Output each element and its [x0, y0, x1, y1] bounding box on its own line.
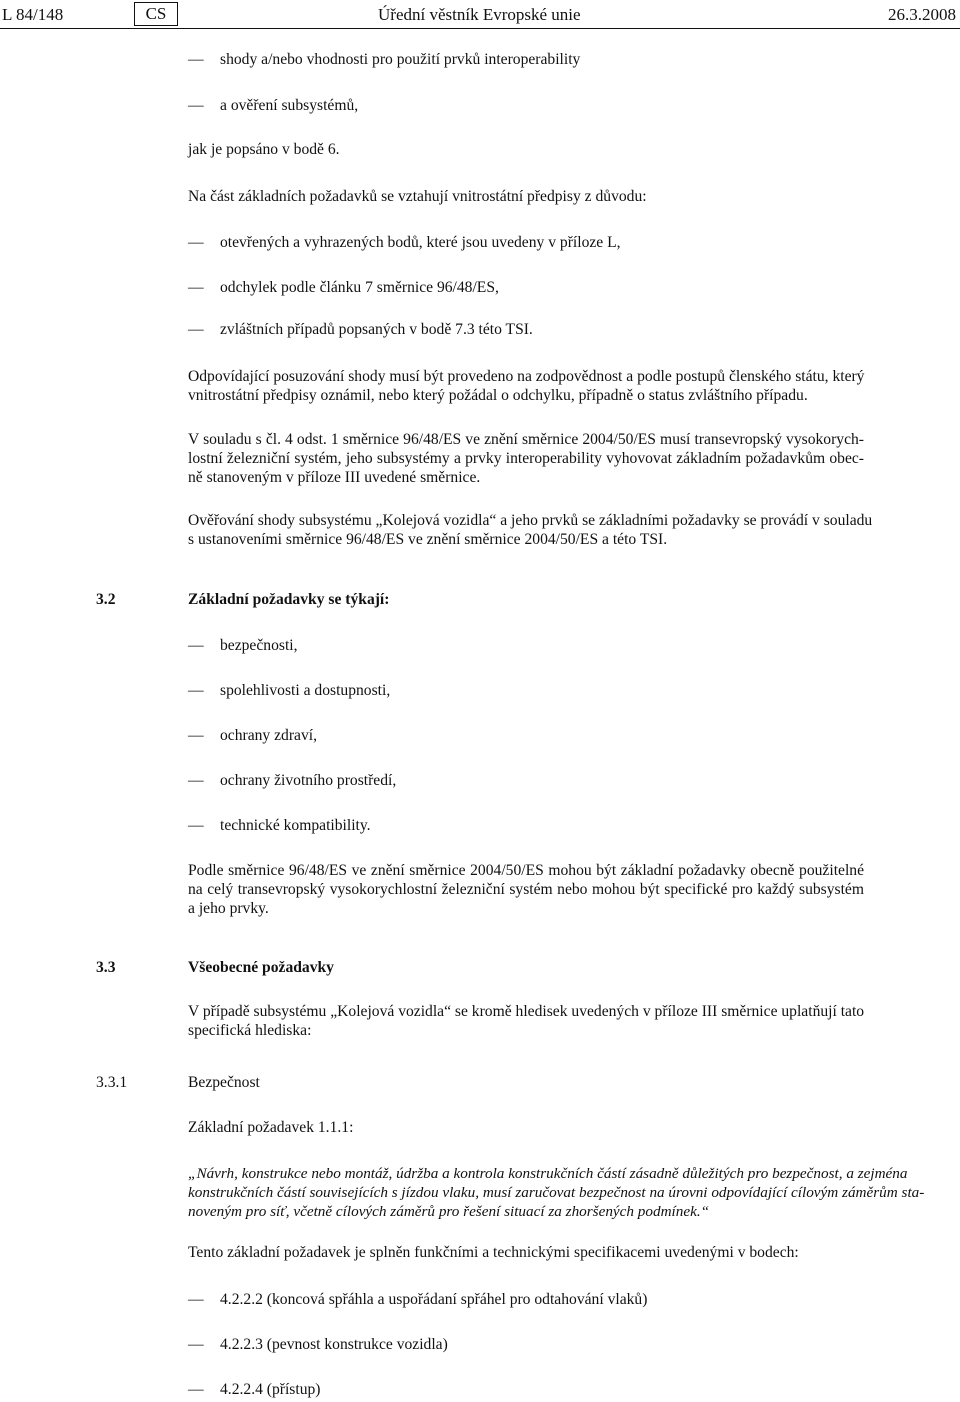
paragraph-verification	[188, 511, 873, 549]
list-item: — ochrany zdraví,	[188, 726, 317, 745]
list-item: — odchylek podle článku 7 směrnice 96/48/ES,	[188, 278, 499, 297]
page-header	[0, 0, 960, 28]
text-line: vnitrostátní předpisy oznámil, nebo který požádal o odchylku, případně o status zvláštního případu.	[188, 387, 808, 404]
list-item: — bezpečnosti,	[188, 636, 298, 655]
list-item: — technické kompatibility.	[188, 816, 371, 835]
text-line: ně stanoveným v příloze III uvedené směrnice.	[188, 469, 481, 486]
header-rule	[0, 28, 960, 29]
list-item: — 4.2.2.2 (koncová spřáhla a uspořádaní spřáhel pro odtahování vlaků)	[188, 1290, 647, 1309]
section-heading: Bezpečnost	[188, 1074, 260, 1091]
text-line: Odpovídající posuzování shody musí být provedeno na zodpovědnost a podle postupů členského státu, který	[188, 368, 865, 385]
list-item: — 4.2.2.4 (přístup)	[188, 1380, 320, 1399]
list-item: — shody a/nebo vhodnosti pro použití prvků interoperability	[188, 50, 580, 69]
text-line: s ustanoveními směrnice 96/48/ES ve znění směrnice 2004/50/ES a této TSI.	[188, 531, 668, 548]
paragraph: Na část základních požadavků se vztahují vnitrostátní předpisy z důvodu:	[188, 188, 647, 205]
text-line: Ověřování shody subsystému „Kolejová vozidla“ a jeho prvků se základními požadavky se provádí v souladu	[188, 512, 873, 529]
section-heading: Všeobecné požadavky	[188, 959, 334, 976]
requirement-label: Základní požadavek 1.1.1:	[188, 1119, 354, 1136]
list-item: — spolehlivosti a dostupnosti,	[188, 681, 390, 700]
paragraph-accordance	[188, 430, 864, 487]
text-line: V souladu s čl. 4 odst. 1 směrnice 96/48/ES ve znění směrnice 2004/50/ES musí transevropský vysokorych-	[188, 431, 864, 448]
section-heading: Základní požadavky se týkají:	[188, 591, 390, 608]
text-line: a jeho prvky.	[188, 900, 269, 917]
paragraph	[188, 1002, 864, 1040]
list-item: — ochrany životního prostředí,	[188, 771, 396, 790]
list-item: — a ověření subsystémů,	[188, 96, 358, 115]
list-item: — zvláštních případů popsaných v bodě 7.3 této TSI.	[188, 320, 533, 339]
page-reference: L 84/148	[2, 5, 64, 24]
text-line: V případě subsystému „Kolejová vozidla“ se kromě hledisek uvedených v příloze III směrnice uplatňují tato	[188, 1003, 865, 1020]
text-line: „Návrh, konstrukce nebo montáž, údržba a kontrola konstrukčních částí zásadně důležitých pro bezpečnost, a zejména	[188, 1165, 908, 1182]
list-item: — 4.2.2.3 (pevnost konstrukce vozidla)	[188, 1335, 448, 1354]
journal-title: Úřední věstník Evropské unie	[378, 5, 581, 24]
requirement-quote	[188, 1164, 925, 1221]
section-number: 3.2	[96, 591, 116, 608]
paragraph: Tento základní požadavek je splněn funkčními a technickými specifikacemi uvedenými v bodech:	[188, 1244, 799, 1261]
text-line: specifická hlediska:	[188, 1022, 312, 1039]
text-line: Podle směrnice 96/48/ES ve znění směrnice 2004/50/ES mohou být základní požadavky obecně použitelné	[188, 862, 864, 879]
paragraph: jak je popsáno v bodě 6.	[188, 141, 340, 158]
section-number: 3.3	[96, 959, 116, 976]
publication-date: 26.3.2008	[888, 5, 956, 24]
language-code-box: CS	[134, 2, 178, 26]
list-item: — otevřených a vyhrazených bodů, které jsou uvedeny v příloze L,	[188, 233, 621, 252]
text-line: noveným pro síť, včetně cílových záměrů pro řešení situací za zhoršených podmínek.“	[188, 1203, 710, 1220]
paragraph	[188, 861, 864, 918]
text-line: konstrukčních částí souvisejících s jízdou vlaku, musí zaručovat bezpečnost na úrovni odpovídající cílovým záměrům sta-	[188, 1184, 925, 1201]
text-line: na celý transevropský vysokorychlostní železniční systém nebo mohou být specifické pro každý subsystém	[188, 881, 864, 898]
text-line: lostní železniční systém, jeho subsystémy a prvky interoperability vyhovovat základním požadavkům obec-	[188, 450, 864, 467]
section-number: 3.3.1	[96, 1074, 128, 1091]
paragraph-assessment	[188, 367, 864, 405]
